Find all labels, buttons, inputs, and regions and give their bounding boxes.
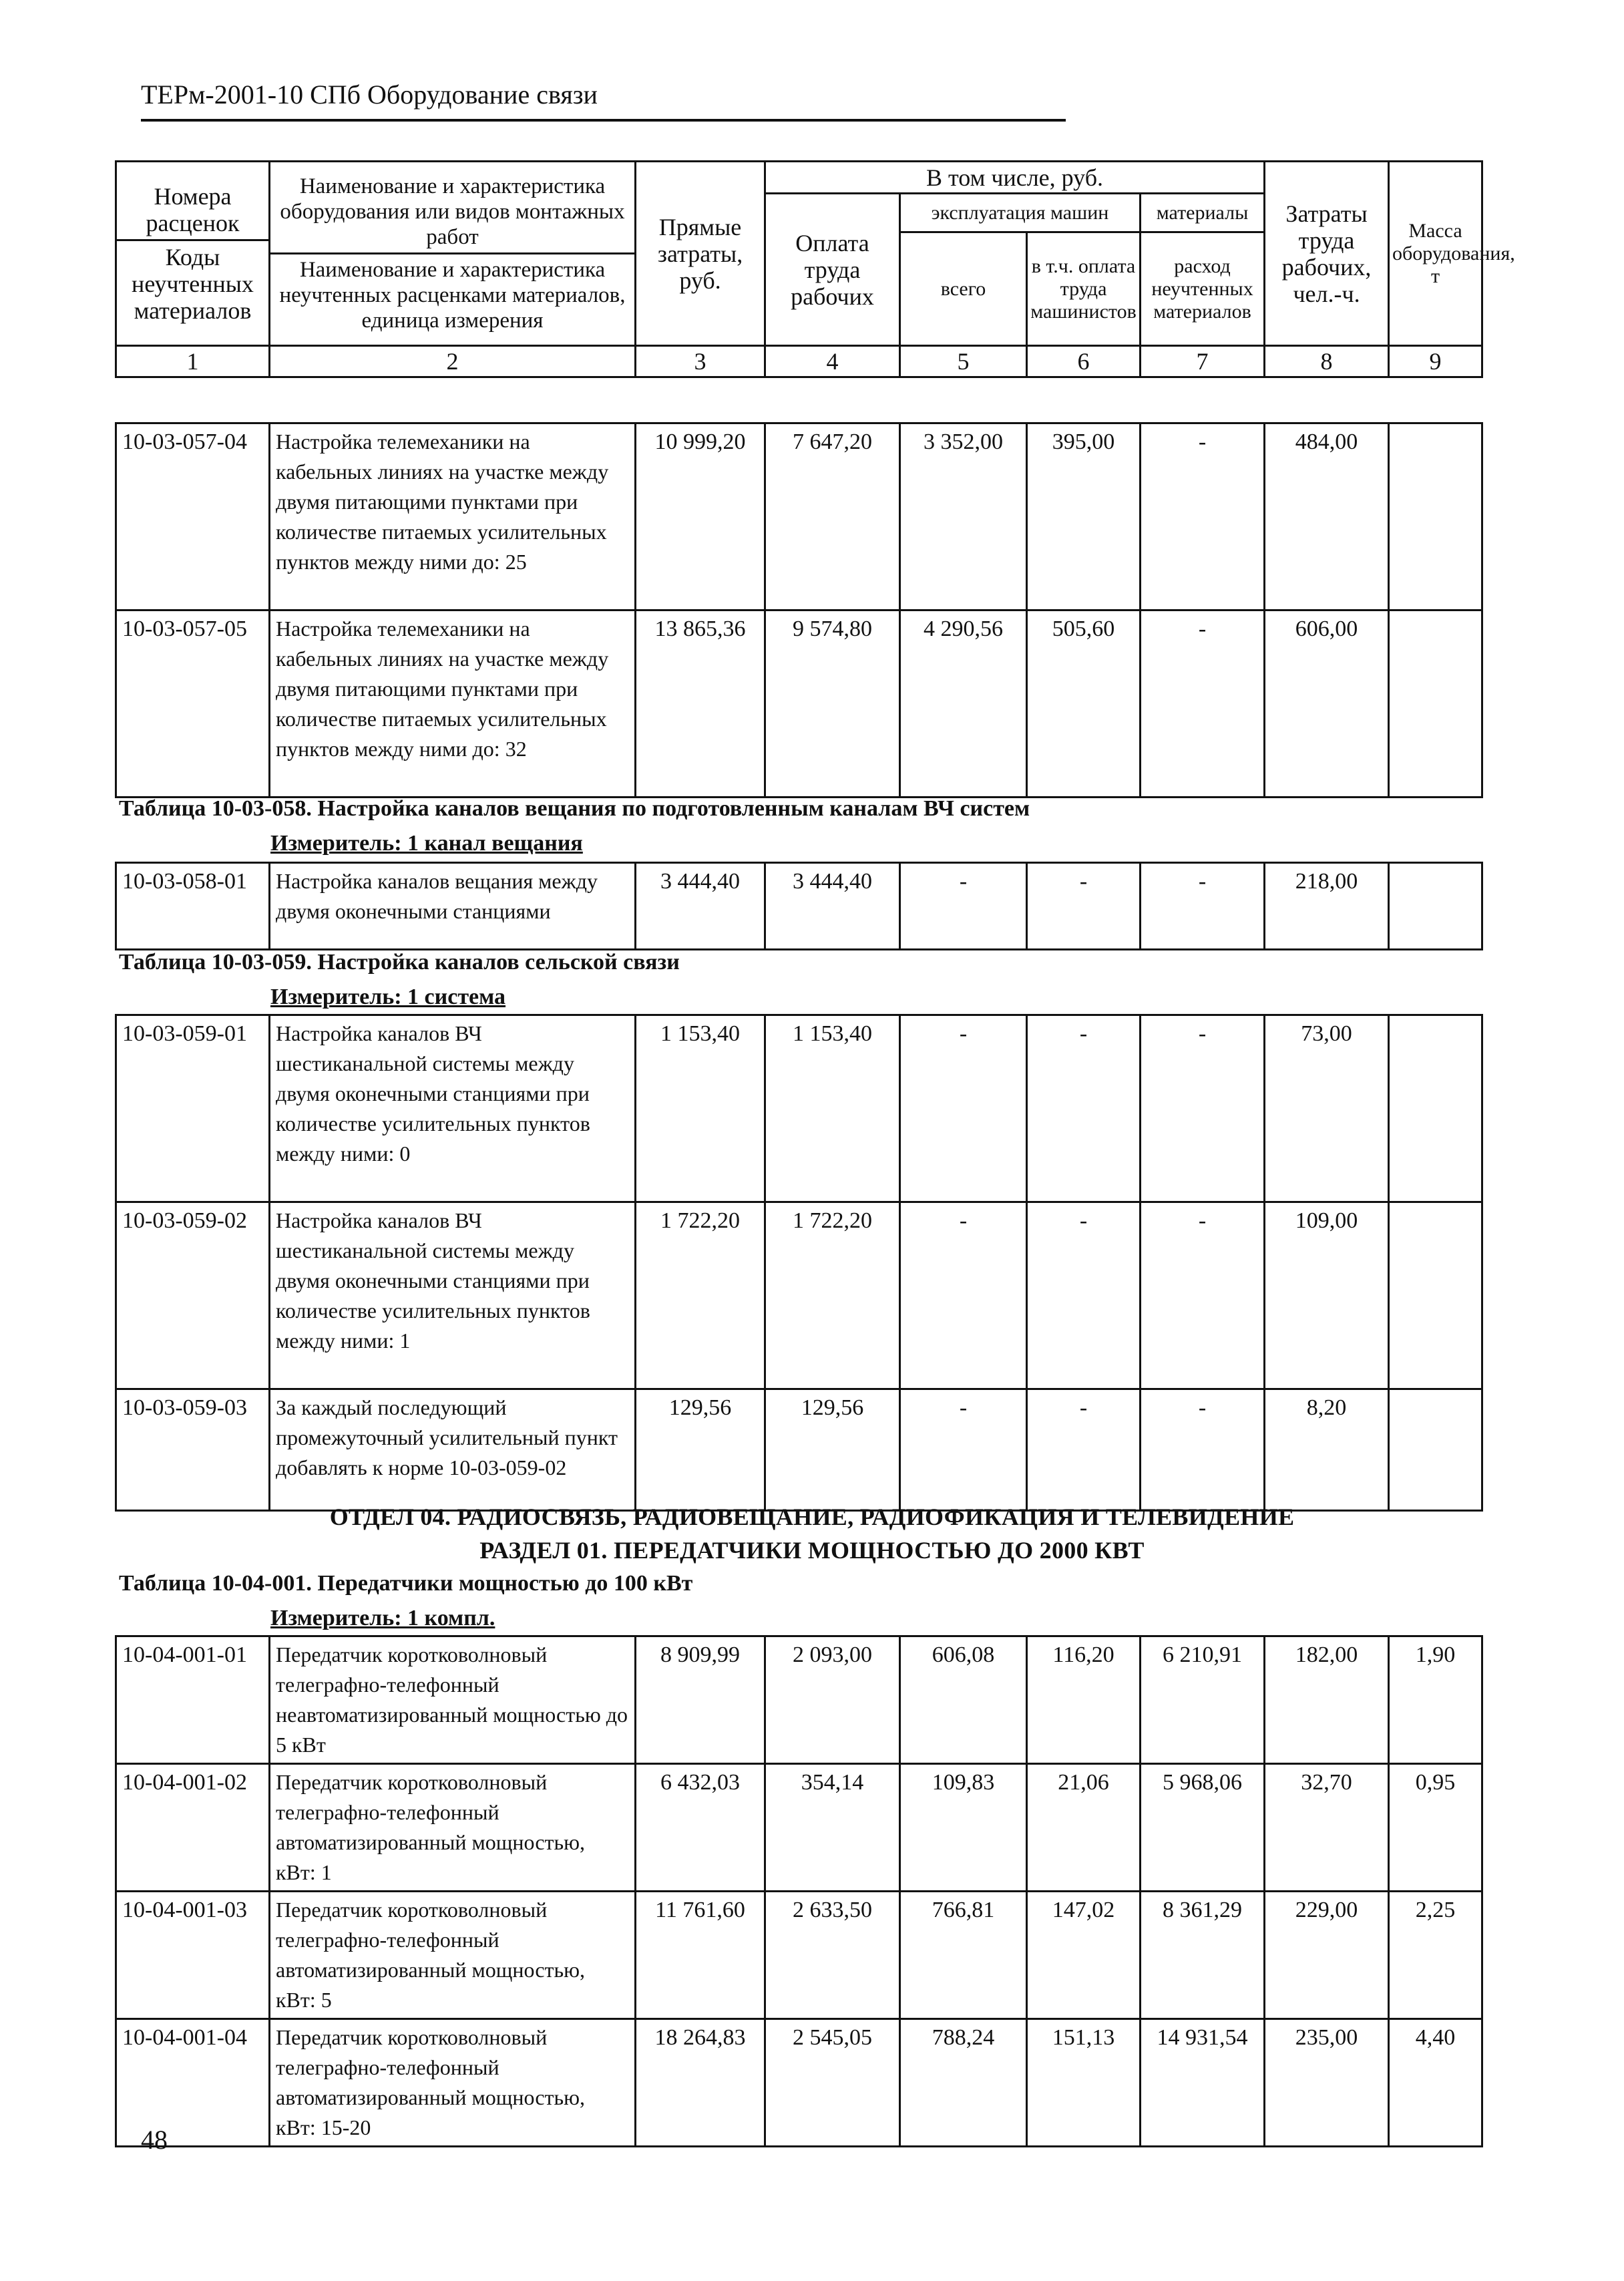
meter-text: Измеритель: 1 канал вещания [270, 831, 583, 856]
work-name: Настройка каналов вещания между двумя оконечными станциями [270, 863, 636, 950]
header-materials-sub: материалов [1153, 300, 1251, 323]
column-number: 7 [1141, 346, 1265, 377]
rate-code: 10-03-059-03 [116, 1389, 270, 1511]
header-unaccounted-materials [1141, 232, 1265, 346]
meter-text: Измеритель: 1 система [270, 985, 506, 1009]
header-codes-top: Номера расценок [146, 183, 240, 236]
machine-total: 3 352,00 [900, 423, 1027, 610]
labor-pay: 2 093,00 [765, 1636, 900, 1764]
labor-hours: 484,00 [1265, 423, 1389, 610]
material-cost: 5 968,06 [1141, 1764, 1265, 1892]
work-name: Передатчик коротковолновый телеграфно-телефонный автоматизированный мощностью, кВт: 5 [270, 1892, 636, 2019]
rate-code: 10-03-058-01 [116, 863, 270, 950]
machinist-pay: - [1027, 863, 1141, 950]
labor-hours: 73,00 [1265, 1015, 1389, 1202]
header-machinists: машинистов [1030, 300, 1137, 323]
table-caption-001: Таблица 10-04-001. Передатчики мощностью до 100 кВт [119, 1571, 693, 1596]
column-number: 2 [270, 346, 636, 377]
labor-hours: 229,00 [1265, 1892, 1389, 2019]
table-caption-059: Таблица 10-03-059. Настройка каналов сельской связи [119, 950, 680, 975]
labor-pay: 2 633,50 [765, 1892, 900, 2019]
machinist-pay: - [1027, 1015, 1141, 1202]
machine-total: 4 290,56 [900, 610, 1027, 798]
machinist-pay: - [1027, 1389, 1141, 1511]
header-machine-labor [1027, 232, 1141, 346]
table-meter-058 [270, 831, 583, 856]
work-name: Настройка каналов ВЧ шестиканальной системы между двумя оконечными станциями при количестве усилительных пунктов между ними: 1 [270, 1202, 636, 1389]
equipment-mass [1389, 863, 1482, 950]
header-direct-costs: Прямые затраты, руб. [636, 162, 765, 346]
table-row [116, 1892, 1482, 2019]
equipment-mass [1389, 1389, 1482, 1511]
work-name: Настройка каналов ВЧ шестиканальной системы между двумя оконечными станциями при количестве усилительных пунктов между ними: 0 [270, 1015, 636, 1202]
machine-total: 109,83 [900, 1764, 1027, 1892]
header-codes-bottom: Коды неучтенных материалов [117, 239, 268, 324]
column-number: 8 [1265, 346, 1389, 377]
machine-total: - [900, 863, 1027, 950]
work-name: Передатчик коротковолновый телеграфно-телефонный автоматизированный мощностью, кВт: 15-20 [270, 2019, 636, 2147]
header-machine-total: всего [900, 232, 1027, 346]
column-number: 1 [116, 346, 270, 377]
work-name: Настройка телемеханики на кабельных линиях на участке между двумя питающими пунктами при количестве питаемых усилительных пунктов между ними до: 25 [270, 423, 636, 610]
table-row [116, 1389, 1482, 1511]
rate-code: 10-03-059-02 [116, 1202, 270, 1389]
direct-costs: 1 153,40 [636, 1015, 765, 1202]
material-cost: - [1141, 1015, 1265, 1202]
labor-hours: 218,00 [1265, 863, 1389, 950]
header-name-bottom: Наименование и характеристика неучтенных расценками материалов, единица измерения [270, 252, 634, 333]
equipment-mass [1389, 1202, 1482, 1389]
equipment-mass: 4,40 [1389, 2019, 1482, 2147]
machine-total: - [900, 1389, 1027, 1511]
work-name: За каждый последующий промежуточный усилительный пункт добавлять к норме 10-03-059-02 [270, 1389, 636, 1511]
labor-pay: 1 722,20 [765, 1202, 900, 1389]
work-name: Передатчик коротковолновый телеграфно-телефонный неавтоматизированный мощностью до 5 кВт [270, 1636, 636, 1764]
column-number: 4 [765, 346, 900, 377]
rates-table-059 [115, 1014, 1483, 1512]
direct-costs: 6 432,03 [636, 1764, 765, 1892]
rate-code: 10-04-001-02 [116, 1764, 270, 1892]
meter-text: Измеритель: 1 компл. [270, 1606, 495, 1630]
table-row [116, 423, 1482, 610]
table-row [116, 2019, 1482, 2147]
header-machine-exploitation: эксплуатация машин [900, 194, 1141, 232]
direct-costs: 1 722,20 [636, 1202, 765, 1389]
header-labor-pay: Оплата труда рабочих [765, 194, 900, 346]
table-row [116, 863, 1482, 950]
header-materials: материалы [1141, 194, 1265, 232]
machinist-pay: 21,06 [1027, 1764, 1141, 1892]
title-rule [141, 119, 1066, 122]
table-row [116, 1764, 1482, 1892]
table-meter-059 [270, 985, 505, 1010]
rates-table-body [116, 423, 1482, 798]
rate-code: 10-04-001-01 [116, 1636, 270, 1764]
table-row [116, 1636, 1482, 1764]
direct-costs: 8 909,99 [636, 1636, 765, 1764]
column-number: 6 [1027, 346, 1141, 377]
machine-total: - [900, 1202, 1027, 1389]
rate-code: 10-03-057-04 [116, 423, 270, 610]
labor-hours: 32,70 [1265, 1764, 1389, 1892]
header-machine-labor-text: в т.ч. оплата труда [1031, 254, 1136, 300]
column-number: 5 [900, 346, 1027, 377]
machinist-pay: 395,00 [1027, 423, 1141, 610]
rates-table-058 [115, 862, 1483, 950]
direct-costs: 18 264,83 [636, 2019, 765, 2147]
rates-table-001 [115, 1635, 1483, 2147]
department-heading: ОТДЕЛ 04. РАДИОСВЯЗЬ, РАДИОВЕЩАНИЕ, РАДИОФИКАЦИЯ И ТЕЛЕВИДЕНИЕ [329, 1504, 1295, 1530]
labor-hours: 182,00 [1265, 1636, 1389, 1764]
column-number: 9 [1389, 346, 1482, 377]
header-labor-hours: Затраты труда рабочих, чел.-ч. [1265, 162, 1389, 346]
equipment-mass: 2,25 [1389, 1892, 1482, 2019]
equipment-mass: 1,90 [1389, 1636, 1482, 1764]
labor-pay: 7 647,20 [765, 423, 900, 610]
rates-table-body [116, 1636, 1482, 2147]
work-name: Передатчик коротковолновый телеграфно-телефонный автоматизированный мощностью, кВт: 1 [270, 1764, 636, 1892]
rate-code: 10-03-059-01 [116, 1015, 270, 1202]
rates-table-057 [115, 422, 1483, 798]
labor-pay: 129,56 [765, 1389, 900, 1511]
labor-pay: 3 444,40 [765, 863, 900, 950]
material-cost: - [1141, 423, 1265, 610]
labor-pay: 354,14 [765, 1764, 900, 1892]
header-mass: Масса оборудования, т [1389, 162, 1482, 346]
machinist-pay: 151,13 [1027, 2019, 1141, 2147]
rate-code: 10-04-001-03 [116, 1892, 270, 2019]
material-cost: - [1141, 1389, 1265, 1511]
labor-pay: 1 153,40 [765, 1015, 900, 1202]
material-cost: - [1141, 1202, 1265, 1389]
header-name [270, 162, 636, 346]
labor-pay: 2 545,05 [765, 2019, 900, 2147]
header-codes [116, 162, 270, 346]
material-cost: 8 361,29 [1141, 1892, 1265, 2019]
labor-hours: 606,00 [1265, 610, 1389, 798]
direct-costs: 10 999,20 [636, 423, 765, 610]
equipment-mass [1389, 610, 1482, 798]
labor-hours: 109,00 [1265, 1202, 1389, 1389]
header-name-top: Наименование и характеристика оборудования или видов монтажных работ [280, 174, 625, 249]
direct-costs: 13 865,36 [636, 610, 765, 798]
table-row [116, 1015, 1482, 1202]
rates-table-body [116, 863, 1482, 950]
equipment-mass: 0,95 [1389, 1764, 1482, 1892]
section-heading: РАЗДЕЛ 01. ПЕРЕДАТЧИКИ МОЩНОСТЬЮ ДО 2000 КВТ [479, 1537, 1145, 1564]
direct-costs: 11 761,60 [636, 1892, 765, 2019]
table-row [116, 1202, 1482, 1389]
machinist-pay: 147,02 [1027, 1892, 1141, 2019]
table-meter-001 [270, 1606, 495, 1631]
rate-code: 10-03-057-05 [116, 610, 270, 798]
page-number: 48 [141, 2125, 168, 2155]
labor-hours: 8,20 [1265, 1389, 1389, 1511]
table-caption-058: Таблица 10-03-058. Настройка каналов вещания по подготовленным каналам ВЧ систем [119, 796, 1030, 821]
machine-total: 788,24 [900, 2019, 1027, 2147]
rates-table-body [116, 1015, 1482, 1511]
equipment-mass [1389, 423, 1482, 610]
machine-total: 766,81 [900, 1892, 1027, 2019]
work-name: Настройка телемеханики на кабельных линиях на участке между двумя питающими пунктами при количестве питаемых усилительных пунктов между ними до: 32 [270, 610, 636, 798]
column-number: 3 [636, 346, 765, 377]
material-cost: 6 210,91 [1141, 1636, 1265, 1764]
material-cost: - [1141, 610, 1265, 798]
machinist-pay: - [1027, 1202, 1141, 1389]
labor-pay: 9 574,80 [765, 610, 900, 798]
table-row [116, 610, 1482, 798]
machine-total: 606,08 [900, 1636, 1027, 1764]
direct-costs: 129,56 [636, 1389, 765, 1511]
labor-hours: 235,00 [1265, 2019, 1389, 2147]
material-cost: 14 931,54 [1141, 2019, 1265, 2147]
rate-code: 10-04-001-04 [116, 2019, 270, 2147]
header-unaccounted-text: расход неучтенных [1151, 254, 1253, 300]
direct-costs: 3 444,40 [636, 863, 765, 950]
column-header-table [115, 160, 1515, 378]
machinist-pay: 116,20 [1027, 1636, 1141, 1764]
machinist-pay: 505,60 [1027, 610, 1141, 798]
page-title: ТЕРм-2001-10 СПб Оборудование связи [141, 79, 598, 110]
material-cost: - [1141, 863, 1265, 950]
equipment-mass [1389, 1015, 1482, 1202]
machine-total: - [900, 1015, 1027, 1202]
header-including: В том числе, руб. [765, 162, 1265, 194]
